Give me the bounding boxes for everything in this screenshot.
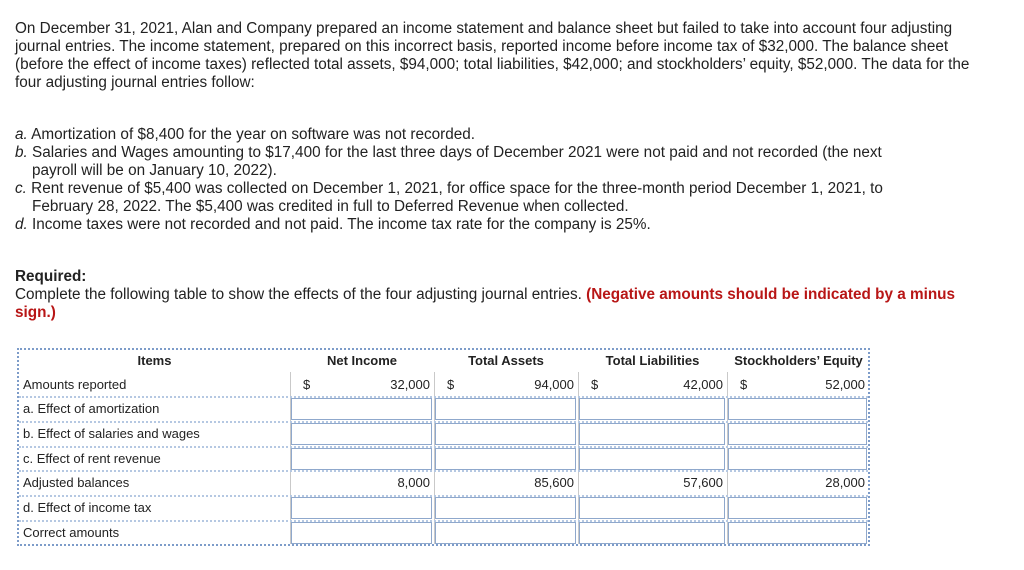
stockholders-equity-input[interactable] xyxy=(728,423,867,445)
total-liabilities-input[interactable] xyxy=(579,448,725,470)
header-net-income: Net Income xyxy=(326,353,398,368)
header-total-assets: Total Assets xyxy=(468,353,544,368)
total-assets-input[interactable] xyxy=(435,497,576,519)
stockholders-equity-input[interactable] xyxy=(728,398,867,420)
stockholders-equity-input[interactable] xyxy=(728,522,867,544)
net-income-input[interactable] xyxy=(291,398,432,420)
item-letter: a. xyxy=(15,126,28,143)
list-item-b xyxy=(15,144,955,180)
net-income-value: 32,000 xyxy=(390,377,430,392)
list-item-d xyxy=(15,216,955,234)
header-stockholders-equity: Stockholders’ Equity xyxy=(734,353,863,368)
item-text-cont: payroll will be on January 10, 2022). xyxy=(32,162,277,179)
table-header xyxy=(19,350,868,372)
item-text-cont: February 28, 2022. The $5,400 was credited in full to Deferred Revenue when collected. xyxy=(32,198,629,215)
problem-intro: On December 31, 2021, Alan and Company prepared an income statement and balance sheet but failed to take into account four adjusting journal entries. The income statement, prepared on this incorrect basis, reported income before income tax of $32,000. The balance sheet (before the effect of income taxes) reflected total assets, $94,000; total liabilities, $42,000; and stockholders’ equity, $52,000. The data for the four adjusting journal entries follow: xyxy=(15,20,970,91)
header-items: Items xyxy=(137,353,172,368)
row-label: Correct amounts xyxy=(23,525,120,540)
net-income-input[interactable] xyxy=(291,423,432,445)
header-total-liabilities: Total Liabilities xyxy=(605,353,700,368)
stockholders-equity-input[interactable] xyxy=(728,497,867,519)
row-label: b. Effect of salaries and wages xyxy=(23,426,200,441)
total-liabilities-value: 57,600 xyxy=(683,475,723,490)
item-text: Rent revenue of $5,400 was collected on December 1, 2021, for office space for the three-month period December 1, 2021, to xyxy=(31,180,883,197)
net-income-input[interactable] xyxy=(291,448,432,470)
row-label: Amounts reported xyxy=(23,377,127,392)
item-letter: c. xyxy=(15,180,27,197)
currency-symbol: $ xyxy=(303,377,311,392)
total-liabilities-value: 42,000 xyxy=(683,377,723,392)
required-instructions xyxy=(15,286,975,322)
total-assets-input[interactable] xyxy=(435,423,576,445)
item-text: Salaries and Wages amounting to $17,400 for the last three days of December 2021 were not paid and not recorded (the next xyxy=(32,144,882,161)
stockholders-equity-value: 52,000 xyxy=(825,377,865,392)
total-liabilities-input[interactable] xyxy=(579,398,725,420)
total-assets-input[interactable] xyxy=(435,448,576,470)
row-label: Adjusted balances xyxy=(23,475,130,490)
net-income-value: 8,000 xyxy=(397,475,430,490)
required-heading: Required: xyxy=(15,268,87,285)
row-label: a. Effect of amortization xyxy=(23,401,160,416)
list-item-a xyxy=(15,126,955,144)
currency-symbol: $ xyxy=(591,377,599,392)
negative-note: (Negative amounts should be indicated by a minus sign.) xyxy=(15,286,956,321)
currency-symbol: $ xyxy=(447,377,455,392)
total-assets-value: 85,600 xyxy=(534,475,574,490)
total-assets-input[interactable] xyxy=(435,398,576,420)
item-text: Income taxes were not recorded and not paid. The income tax rate for the company is 25%. xyxy=(32,216,651,233)
total-liabilities-input[interactable] xyxy=(579,497,725,519)
required-text: Complete the following table to show the effects of the four adjusting journal entries. xyxy=(15,286,587,303)
row-label: c. Effect of rent revenue xyxy=(23,451,161,466)
net-income-input[interactable] xyxy=(291,497,432,519)
item-letter: b. xyxy=(15,144,28,161)
total-liabilities-input[interactable] xyxy=(579,423,725,445)
item-letter: d. xyxy=(15,216,28,233)
item-text: Amortization of $8,400 for the year on software was not recorded. xyxy=(31,126,476,143)
total-liabilities-input[interactable] xyxy=(579,522,725,544)
list-item-c xyxy=(15,180,955,216)
total-assets-value: 94,000 xyxy=(534,377,574,392)
stockholders-equity-value: 28,000 xyxy=(825,475,865,490)
row-label: d. Effect of income tax xyxy=(23,500,152,515)
stockholders-equity-input[interactable] xyxy=(728,448,867,470)
effects-table xyxy=(17,348,870,546)
currency-symbol: $ xyxy=(740,377,748,392)
net-income-input[interactable] xyxy=(291,522,432,544)
total-assets-input[interactable] xyxy=(435,522,576,544)
